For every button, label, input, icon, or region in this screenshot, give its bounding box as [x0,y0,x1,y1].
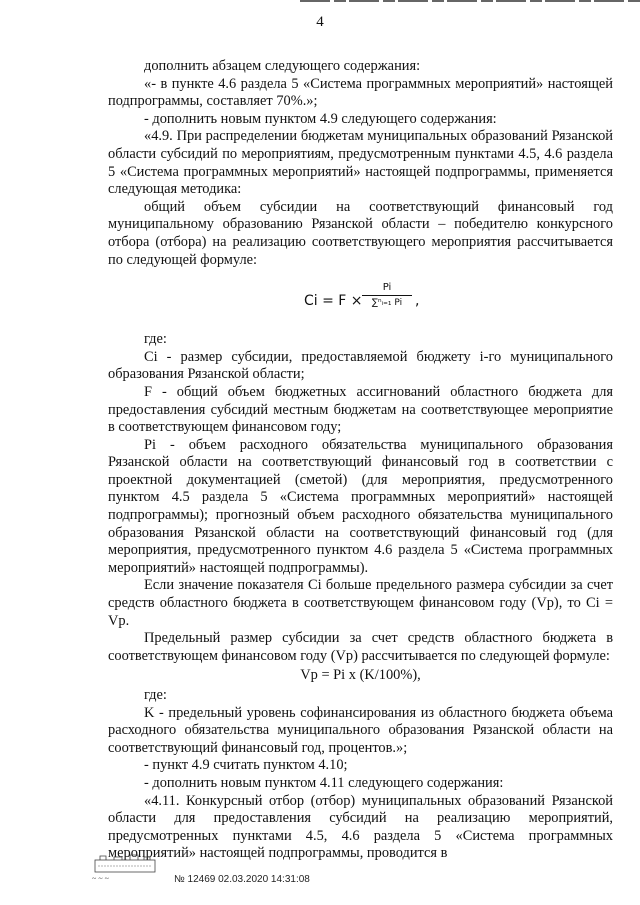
definition-ci: Ci - размер субсидии, предоставляемой бюджету i-го муниципального образования Рязанской области; [108,348,613,383]
registration-footer: № 12469 02.03.2020 14:31:08 [174,874,310,885]
paragraph: где: [144,331,167,348]
paragraph: - дополнить новым пунктом 4.9 следующего содержания: [144,110,497,127]
registry-stamp-icon [94,854,156,874]
paragraph: дополнить абзацем следующего содержания: [144,58,421,74]
paragraph: «4.11. Конкурсный отбор (отбор) муниципальных образований Рязанской области для предоставления субсидий на реализацию мероприятий, предусмотренных пунктами 4.5, 4.6 раздела 5 «Система программных мероприятий» настоящей подпрограммы, проводится в [108,792,613,862]
formula-numerator: Pi [362,281,412,296]
definition-f: F - общий объем бюджетных ассигнований областного бюджета для предоставления субсидий местным бюджетам на соответствующее мероприятие в соответствующем финансовом году; [108,383,613,436]
paragraph: «- в пункте 4.6 раздела 5 «Система программных мероприятий» настоящей подпрограммы, составляет 70%.»; [108,75,613,110]
document-body [108,58,613,863]
stamp-scribble: ~ ~ ~ [92,874,109,883]
formula-trail: , [415,293,420,310]
paragraph: Если значение показателя Ci больше предельного размера субсидии за счет средств областного бюджета в соответствующем финансовом году (Vp), то Ci = Vp. [108,577,613,629]
formula-denominator: ∑ⁿᵢ₌₁ Pi [371,298,403,309]
paragraph: - пункт 4.9 считать пунктом 4.10; [144,757,348,774]
top-scan-edge [0,0,640,3]
formula-limit: Vp = Pi x (K/100%), [300,667,421,684]
definition-pi: Pi - объем расходного обязательства муниципального образования Рязанской области на соответствующий финансовый год в соответствии с проектной документацией (сметой) (для мероприятия, предусмотренного пунктом 4.5 раздела 5 «Система программных мероприятий» настоящей подпрограммы); прогнозный объем расходного обязательства муниципального образования Рязанской области на соответствующий финансовый год (для мероприятия, предусмотренного пунктом 4.6 раздела 5 «Система программных мероприятий» настоящей подпрограммы). [108,436,613,576]
formula-lhs: Ci = F × [304,293,363,310]
paragraph: «4.9. При распределении бюджетам муниципальных образований Рязанской области субсидий по мероприятиям, предусмотренным пунктами 4.5, 4.6 раздела 5 «Система программных мероприятий» настоящей подпрограммы, применяется следующая методика: [108,128,613,198]
paragraph: где: [144,687,167,703]
page-number: 4 [316,14,324,30]
definition-k: K - предельный уровень софинансирования из областного бюджета объема расходного обязательства муниципального образования Рязанской области на соответствующий финансовый год, процентов.»; [108,704,613,756]
paragraph: общий объем субсидии на соответствующий финансовый год муниципальному образованию Рязанской области – победителю конкурсного отбора (отбора) на реализацию соответствующего мероприятия рассчитывается по следующей формуле: [108,198,613,268]
paragraph: - дополнить новым пунктом 4.11 следующего содержания: [144,774,504,791]
formula-fraction [362,281,412,310]
formula-subsidy [108,279,613,323]
paragraph: Предельный размер субсидии за счет средств областного бюджета в соответствующем финансовом году (Vp) рассчитывается по следующей формуле: [108,630,613,664]
